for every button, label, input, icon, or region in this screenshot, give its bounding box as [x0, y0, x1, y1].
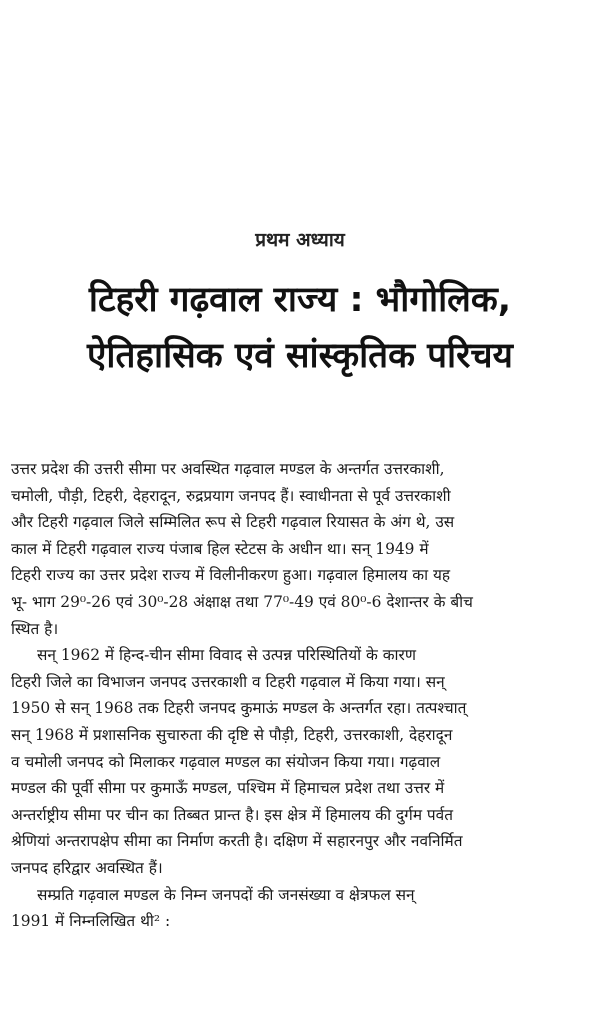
body-text: [11, 456, 586, 935]
text-line: व चमोली जनपद को मिलाकर गढ़वाल मण्डल का संयोजन किया गया। गढ़वाल: [11, 752, 441, 771]
chapter-label: प्रथम अध्याय: [255, 229, 345, 251]
paragraph: [11, 642, 586, 881]
text-line: सन् 1962 में हिन्द-चीन सीमा विवाद से उत्पन्न परिस्थितियों के कारण: [37, 646, 416, 665]
text-line: टिहरी जिले का विभाजन जनपद उत्तरकाशी व टिहरी गढ़वाल में किया गया। सन्: [11, 672, 445, 691]
text-line: अन्तर्राष्ट्रीय सीमा पर चीन का तिब्बत प्रान्त है। इस क्षेत्र में हिमालय की दुर्गम पर्वत: [11, 805, 453, 824]
text-line: श्रेणियां अन्तरापक्षेप सीमा का निर्माण करती है। दक्षिण में सहारनपुर और नवनिर्मित: [11, 832, 463, 851]
text-line: मण्डल की पूर्वी सीमा पर कुमाऊँ मण्डल, पश्चिम में हिमाचल प्रदेश तथा उत्तर में: [11, 779, 445, 798]
paragraph: [11, 456, 586, 642]
text-line: भू- भाग 29⁰-26 एवं 30⁰-28 अंक्षाक्ष तथा 77⁰-49 एवं 80⁰-6 देशान्तर के बीच: [11, 592, 473, 611]
text-line: सन् 1968 में प्रशासनिक सुचारुता की दृष्टि से पौड़ी, टिहरी, उत्तरकाशी, देहरादून: [11, 725, 453, 744]
chapter-title-line: टिहरी गढ़वाल राज्य : भौगोलिक,: [88, 280, 512, 320]
paragraph: [11, 882, 586, 935]
text-line: काल में टिहरी गढ़वाल राज्य पंजाब हिल स्टेटस के अधीन था। सन् 1949 में: [11, 539, 429, 558]
text-line: स्थित है।: [11, 619, 59, 638]
text-line: सम्प्रति गढ़वाल मण्डल के निम्न जनपदों की जनसंख्या व क्षेत्रफल सन्: [37, 885, 415, 904]
text-line: टिहरी राज्य का उत्तर प्रदेश राज्य में विलीनीकरण हुआ। गढ़वाल हिमालय का यह: [11, 566, 451, 585]
text-line: और टिहरी गढ़वाल जिले सम्मिलित रूप से टिहरी गढ़वाल रियासत के अंग थे, उस: [11, 513, 455, 532]
text-line: 1991 में निम्नलिखित थी² :: [11, 912, 171, 931]
text-line: जनपद हरिद्वार अवस्थित हैं।: [11, 858, 163, 877]
chapter-title-line: ऐतिहासिक एवं सांस्कृतिक परिचय: [87, 336, 513, 376]
text-line: 1950 से सन् 1968 तक टिहरी जनपद कुमाऊं मण्डल के अन्तर्गत रहा। तत्पश्चात्: [11, 699, 467, 718]
text-line: चमोली, पौड़ी, टिहरी, देहरादून, रुद्रप्रयाग जनपद हैं। स्वाधीनता से पूर्व उत्तरकाशी: [11, 486, 451, 505]
text-line: उत्तर प्रदेश की उत्तरी सीमा पर अवस्थित गढ़वाल मण्डल के अन्तर्गत उत्तरकाशी,: [11, 460, 445, 478]
chapter-title: [14, 272, 586, 384]
